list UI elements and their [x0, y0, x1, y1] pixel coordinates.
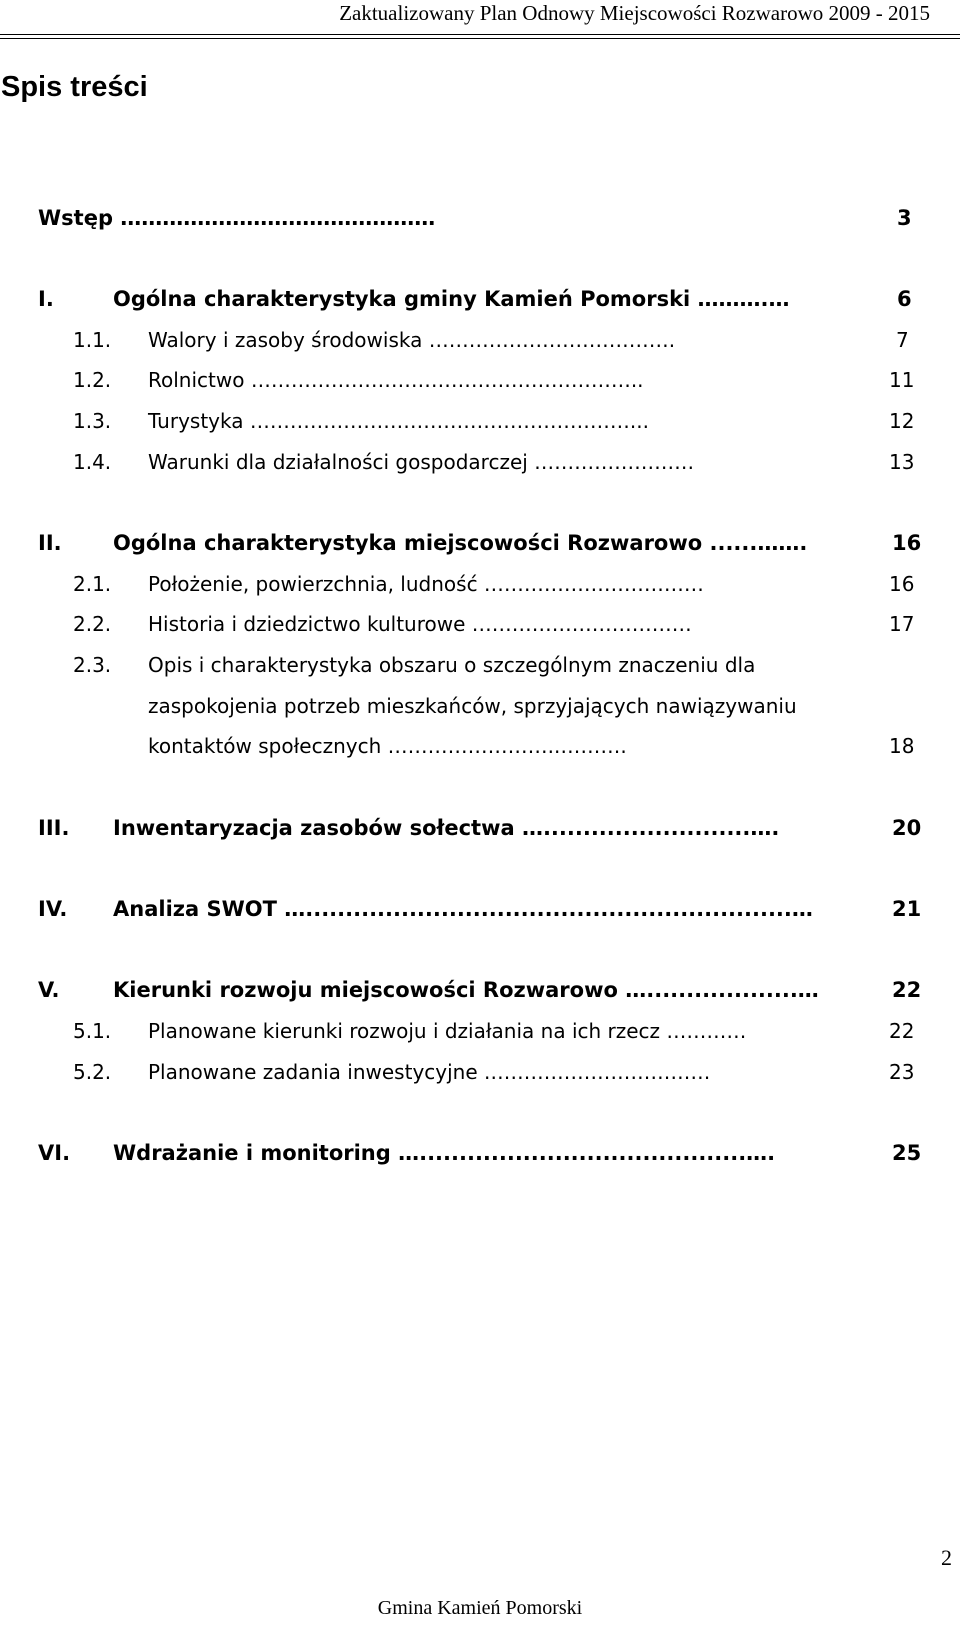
- toc-entry-text: Rolnictwo …………………………………………………..: [148, 368, 644, 392]
- toc-entry-text: Ogólna charakterystyka miejscowości Rozwarowo ......…….: [113, 531, 808, 555]
- page-title: Spis treści: [1, 71, 148, 103]
- toc-entry-text: Położenie, powierzchnia, ludność ……………………………: [148, 572, 704, 596]
- toc-entry-2-1[interactable]: [0, 564, 960, 604]
- toc-entry-1-3[interactable]: [0, 401, 960, 441]
- toc-entry-number: 1.3.: [73, 409, 112, 433]
- toc-entry-text: Kierunki rozwoju miejscowości Rozwarowo …...................…: [113, 978, 819, 1002]
- toc-entry-section-5[interactable]: [0, 970, 960, 1010]
- toc-entry-number: II.: [38, 531, 62, 555]
- header-rule: [0, 34, 960, 35]
- toc-entry-number: 1.4.: [73, 450, 112, 474]
- toc-entry-intro[interactable]: [0, 198, 960, 238]
- toc-entry-page: 20: [892, 816, 922, 840]
- toc-entry-text: Wdrażanie i monitoring ….........................................….: [113, 1141, 776, 1165]
- toc-entry-section-6[interactable]: [0, 1133, 960, 1173]
- toc-entry-text: Warunki dla działalności gospodarczej ……………………: [148, 450, 695, 474]
- toc-entry-number: VI.: [38, 1141, 71, 1165]
- toc-entry-text: Historia i dziedzictwo kulturowe ……………………………: [148, 612, 692, 636]
- toc-entry-page: 16: [892, 531, 922, 555]
- toc-entry-text: Walory i zasoby środowiska ……………………………….: [148, 328, 676, 352]
- footer-text: Gmina Kamień Pomorski: [377, 1597, 583, 1619]
- toc-entry-number: IV.: [38, 897, 68, 921]
- header-title: Zaktualizowany Plan Odnowy Miejscowości Rozwarowo 2009 - 2015: [339, 1, 930, 25]
- toc-entry-number: 5.2.: [73, 1060, 112, 1084]
- header-rule-thin: [0, 38, 960, 39]
- toc-entry-2-3-end[interactable]: [0, 726, 960, 766]
- toc-entry-page: 6: [897, 287, 912, 311]
- toc-entry-text-line-2: zaspokojenia potrzeb mieszkańców, sprzyjających nawiązywaniu: [148, 694, 797, 718]
- toc-entry-text: Wstęp ………………………………………: [38, 206, 436, 230]
- toc-entry-text: Ogólna charakterystyka gminy Kamień Pomorski ……….…: [113, 287, 790, 311]
- toc-entry-text-line-1: Opis i charakterystyka obszaru o szczególnym znaczeniu dla: [148, 653, 756, 677]
- toc-entry-1-2[interactable]: [0, 360, 960, 400]
- toc-entry-2-3[interactable]: [0, 645, 960, 685]
- toc-entry-number: 2.2.: [73, 612, 112, 636]
- toc-entry-page: 25: [892, 1141, 922, 1165]
- toc-entry-number: 2.1.: [73, 572, 112, 596]
- page-header: [0, 0, 960, 40]
- toc-entry-page: 23: [889, 1060, 915, 1084]
- toc-entry-page: 3: [897, 206, 912, 230]
- toc-entry-text: Turystyka …………………………………………………...: [148, 409, 649, 433]
- toc-entry-page: 13: [889, 450, 915, 474]
- toc-entry-text: Planowane zadania inwestycyjne .……………………………: [148, 1060, 711, 1084]
- toc-entry-page: 16: [889, 572, 915, 596]
- toc-entry-page: 22: [892, 978, 922, 1002]
- toc-entry-page: 18: [889, 734, 915, 758]
- toc-entry-number: I.: [38, 287, 54, 311]
- toc-entry-5-2[interactable]: [0, 1052, 960, 1092]
- toc-entry-page: 11: [889, 368, 915, 392]
- toc-entry-number: 1.2.: [73, 368, 112, 392]
- toc-entry-number: III.: [38, 816, 70, 840]
- toc-entry-text: Inwentaryzacja zasobów sołectwa …..........................….: [113, 816, 780, 840]
- toc-entry-text: Planowane kierunki rozwoju i działania na ich rzecz …………: [148, 1019, 747, 1043]
- toc-entry-page: 12: [889, 409, 915, 433]
- toc-entry-page: 7: [896, 328, 909, 352]
- toc-entry-section-2[interactable]: [0, 523, 960, 563]
- toc-entry-number: 2.3.: [73, 653, 112, 677]
- toc-entry-page: 17: [889, 612, 915, 636]
- toc-entry-1-4[interactable]: [0, 442, 960, 482]
- toc-entry-2-2[interactable]: [0, 604, 960, 644]
- toc-entry-number: 1.1.: [73, 328, 112, 352]
- toc-entry-1-1[interactable]: [0, 320, 960, 360]
- page-number: 2: [941, 1545, 952, 1570]
- toc-entry-number: 5.1.: [73, 1019, 112, 1043]
- toc-entry-text-line-3: kontaktów społecznych ……………………..……….: [148, 734, 627, 758]
- toc-entry-section-1[interactable]: [0, 279, 960, 319]
- toc-entry-5-1[interactable]: [0, 1011, 960, 1051]
- toc-entry-number: V.: [38, 978, 60, 1002]
- toc-entry-section-3[interactable]: [0, 808, 960, 848]
- toc-entry-text: Analiza SWOT ….............................................................…: [113, 897, 813, 921]
- toc-entry-section-4[interactable]: [0, 889, 960, 929]
- toc-entry-page: 22: [889, 1019, 915, 1043]
- toc-entry-2-3-cont: [0, 686, 960, 726]
- toc-entry-page: 21: [892, 897, 922, 921]
